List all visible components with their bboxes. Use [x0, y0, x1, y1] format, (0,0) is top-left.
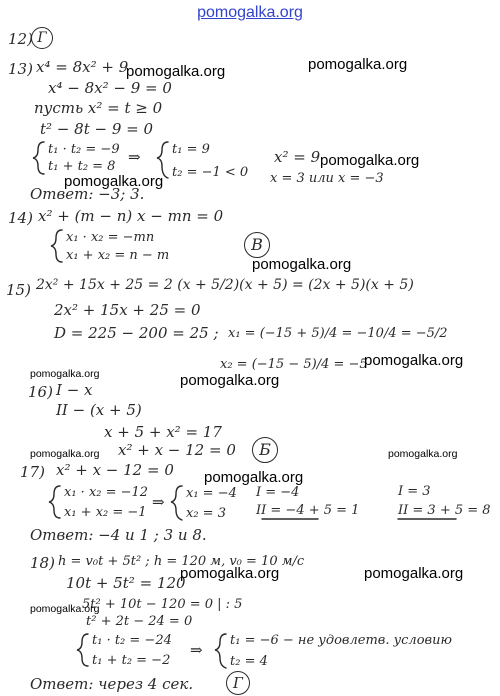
problem-12-answer-circle: Г	[31, 27, 53, 49]
problem-17-case2-second: II = 3 + 5 = 8	[398, 503, 491, 518]
problem-17-root-2: x₂ = 3	[186, 506, 226, 521]
problem-14-vieta-sum: x₁ + x₂ = n − m	[66, 248, 170, 263]
implies-arrow: ⇒	[128, 148, 141, 166]
problem-13-vieta-product: t₁ · t₂ = −9	[48, 142, 120, 157]
watermark: pomogalka.org	[126, 63, 226, 80]
watermark: pomogalka.org	[204, 469, 304, 486]
problem-18-vieta-sum: t₁ + t₂ = −2	[92, 653, 171, 668]
problem-18-root-2: t₂ = 4	[230, 654, 268, 669]
brace-icon	[49, 486, 60, 518]
problem-16-first-number: I − x	[56, 381, 93, 399]
implies-arrow: ⇒	[152, 493, 165, 511]
problem-14-answer-circle: В	[244, 232, 270, 258]
problem-15-discriminant: D = 225 − 200 = 25 ;	[54, 324, 219, 342]
problem-16-number: 16)	[28, 383, 53, 401]
implies-arrow: ⇒	[190, 641, 203, 659]
watermark: pomogalka.org	[30, 603, 100, 615]
problem-16-equation: x + 5 + x² = 17	[104, 423, 222, 441]
problem-13-substitution: x² = 9	[274, 148, 321, 166]
watermark: pomogalka.org	[320, 152, 420, 169]
problem-13-root-2: t₂ = −1 < 0	[172, 165, 249, 180]
problem-14-vieta-product: x₁ · x₂ = −mn	[66, 230, 155, 245]
problem-18-reduced: t² + 2t − 24 = 0	[86, 614, 193, 629]
problem-15-factorization: 2x² + 15x + 25 = 2 (x + 5/2)(x + 5) = (2x + 5)(x + 5)	[36, 277, 414, 293]
problem-17-vieta-product: x₁ · x₂ = −12	[64, 485, 149, 500]
problem-15-number: 15)	[6, 281, 31, 299]
problem-17-number: 17)	[20, 463, 45, 481]
problem-13-line: пусть x² = t ≥ 0	[34, 99, 163, 117]
watermark: pomogalka.org	[64, 173, 164, 190]
problem-17-case2-first: I = 3	[398, 484, 431, 499]
problem-16-simplified: x² + x − 12 = 0	[118, 441, 236, 459]
problem-14-equation: x² + (m − n) x − mn = 0	[38, 207, 224, 225]
brace-icon	[33, 142, 44, 174]
problem-14-number: 14)	[8, 209, 33, 227]
problem-18-root-1: t₁ = −6 − не удовлетв. условию	[230, 633, 452, 648]
problem-15-equation: 2x² + 15x + 25 = 0	[54, 301, 201, 319]
problem-18-vieta-product: t₁ · t₂ = −24	[92, 633, 172, 648]
problem-18-number: 18)	[30, 554, 55, 572]
site-header-link[interactable]: pomogalka.org	[197, 4, 303, 21]
problem-18-equation: 10t + 5t² = 120	[66, 574, 186, 592]
problem-17-answer: Ответ: −4 и 1 ; 3 и 8.	[30, 526, 207, 544]
problem-13-number: 13)	[8, 60, 33, 78]
problem-13-line: x⁴ − 8x² − 9 = 0	[48, 79, 172, 97]
watermark: pomogalka.org	[180, 372, 280, 389]
problem-17-case1-second: II = −4 + 5 = 1	[256, 503, 360, 518]
problem-18-answer: Ответ: через 4 сек.	[30, 675, 194, 693]
brace-icon	[77, 634, 88, 666]
watermark: pomogalka.org	[252, 256, 352, 273]
problem-13-answer: Ответ: −3; 3.	[30, 185, 145, 203]
problem-13-vieta-sum: t₁ + t₂ = 8	[48, 159, 116, 174]
problem-15-root-1: x₁ = (−15 + 5)/4 = −10/4 = −5/2	[228, 326, 448, 341]
brace-icon	[215, 634, 226, 668]
problem-17-root-1: x₁ = −4	[186, 486, 237, 501]
watermark: pomogalka.org	[388, 448, 458, 460]
watermark: pomogalka.org	[30, 368, 100, 380]
problem-13-line: t² − 8t − 9 = 0	[40, 120, 154, 138]
watermark: pomogalka.org	[364, 352, 464, 369]
problem-16-second-number: II − (x + 5)	[56, 401, 142, 419]
brace-icon	[51, 230, 62, 262]
brace-icon	[171, 486, 182, 520]
problem-17-case1-first: I = −4	[256, 485, 300, 500]
problem-13-solutions: x = 3 или x = −3	[270, 171, 384, 186]
watermark: pomogalka.org	[308, 56, 408, 73]
problem-17-equation: x² + x − 12 = 0	[56, 461, 174, 479]
problem-18-rearranged: 5t² + 10t − 120 = 0 | : 5	[82, 597, 243, 612]
problem-17-vieta-sum: x₁ + x₂ = −1	[64, 505, 147, 520]
problem-16-answer-circle: Б	[252, 437, 278, 463]
watermark: pomogalka.org	[30, 448, 100, 460]
problem-13-equation: x⁴ = 8x² + 9	[36, 58, 129, 76]
watermark: pomogalka.org	[180, 565, 280, 582]
problem-12-number: 12)	[8, 30, 33, 48]
watermark: pomogalka.org	[364, 565, 464, 582]
problem-18-formula: h = v₀t + 5t² ; h = 120 м, v₀ = 10 м/с	[58, 554, 305, 569]
problem-13-root-1: t₁ = 9	[172, 142, 210, 157]
problem-15-root-2: x₂ = (−15 − 5)/4 = −5	[220, 357, 368, 372]
problem-18-answer-circle: Г	[226, 671, 250, 695]
